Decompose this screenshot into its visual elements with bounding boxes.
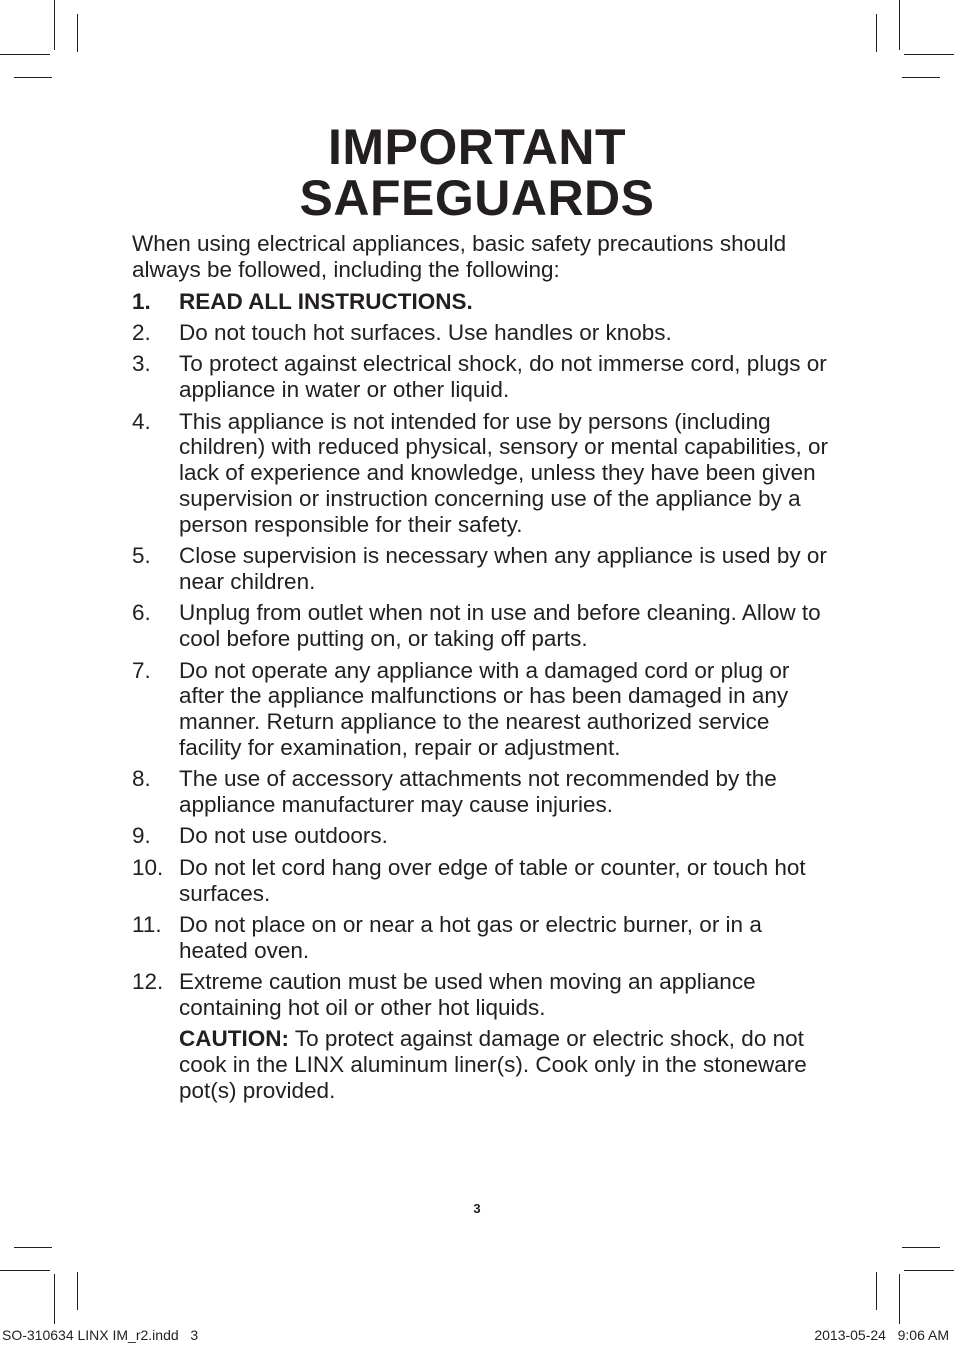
- item-number: 9.: [132, 823, 151, 849]
- list-item: [132, 823, 832, 849]
- crop-mark: [904, 54, 954, 55]
- crop-mark: [899, 0, 900, 50]
- slug-timestamp: 2013-05-24 9:06 AM: [814, 1327, 949, 1343]
- item-number: 8.: [132, 766, 151, 792]
- item-number: 6.: [132, 600, 151, 626]
- item-text: This appliance is not intended for use by persons (including children) with reduced physical, sensory or mental capabilities, or lack of experience and knowledge, unless they have been given supervision or instruction concerning use of the appliance by a person responsible for their safety.: [179, 408, 829, 537]
- item-text: Do not use outdoors.: [179, 823, 388, 849]
- crop-mark: [77, 1272, 78, 1310]
- crop-mark: [902, 77, 940, 78]
- item-number: 7.: [132, 657, 151, 683]
- item-number: 1.: [132, 288, 151, 314]
- intro-paragraph: When using electrical appliances, basic safety precautions should always be followed, including the following:: [132, 231, 787, 282]
- crop-mark: [899, 1274, 900, 1324]
- item-text: Do not touch hot surfaces. Use handles or knobs.: [179, 319, 672, 345]
- item-text: To protect against electrical shock, do not immerse cord, plugs or appliance in water or other liquid.: [179, 351, 827, 403]
- list-item: [132, 969, 832, 1021]
- caution-label: CAUTION:: [179, 1026, 289, 1052]
- crop-mark: [77, 14, 78, 52]
- item-text: Do not operate any appliance with a damaged cord or plug or after the appliance malfunctions or has been damaged in any manner. Return appliance to the nearest authorized service facility for examination, repair or adjustment.: [179, 657, 790, 760]
- crop-mark: [876, 1272, 877, 1310]
- item-text: Do not let cord hang over edge of table or counter, or touch hot surfaces.: [179, 854, 806, 906]
- list-item: [132, 351, 832, 403]
- item-text: Do not place on or near a hot gas or electric burner, or in a heated oven.: [179, 912, 762, 963]
- caution-text: To protect against damage or electric shock, do not cook in the LINX aluminum liner(s). Cook only in the stoneware pot(s) provided.: [179, 1026, 807, 1104]
- page-title: [0, 119, 954, 226]
- crop-mark: [876, 14, 877, 52]
- safeguards-list: [132, 289, 832, 1021]
- item-text: The use of accessory attachments not recommended by the appliance manufacturer may cause injuries.: [179, 766, 777, 818]
- crop-mark: [0, 1270, 50, 1271]
- list-item: [132, 320, 832, 346]
- item-number: 11.: [132, 912, 162, 938]
- list-item: [132, 543, 832, 595]
- list-item: [132, 409, 832, 538]
- safeguards-body: [132, 231, 832, 1104]
- item-number: 3.: [132, 351, 151, 377]
- crop-mark: [14, 1247, 52, 1248]
- crop-mark: [0, 54, 50, 55]
- crop-mark: [902, 1247, 940, 1248]
- crop-mark: [904, 1270, 954, 1271]
- crop-mark: [54, 0, 55, 50]
- item-text: Unplug from outlet when not in use and before cleaning. Allow to cool before putting on, or taking off parts.: [179, 600, 821, 652]
- page-title-line-1: IMPORTANT: [328, 119, 626, 175]
- slug-file-name: SO-310634 LINX IM_r2.indd 3: [2, 1327, 199, 1343]
- item-number: 2.: [132, 319, 151, 345]
- list-item: [132, 855, 832, 907]
- item-number: 5.: [132, 543, 151, 569]
- item-number: 10.: [132, 854, 164, 880]
- list-item: [132, 766, 832, 818]
- item-number: 4.: [132, 408, 151, 434]
- item-text: Close supervision is necessary when any appliance is used by or near children.: [179, 543, 827, 594]
- item-number: 12.: [132, 969, 164, 995]
- item-text: READ ALL INSTRUCTIONS.: [179, 288, 473, 314]
- page-number: 3: [473, 1201, 481, 1216]
- caution-note: [179, 1026, 832, 1103]
- item-text: Extreme caution must be used when moving an appliance containing hot oil or other hot liquids.: [179, 969, 756, 1021]
- list-item: [132, 600, 832, 652]
- crop-mark: [14, 77, 52, 78]
- crop-mark: [54, 1274, 55, 1324]
- list-item: [132, 658, 832, 761]
- list-item: [132, 289, 832, 315]
- page-title-line-2: SAFEGUARDS: [299, 170, 655, 226]
- list-item: [132, 912, 832, 964]
